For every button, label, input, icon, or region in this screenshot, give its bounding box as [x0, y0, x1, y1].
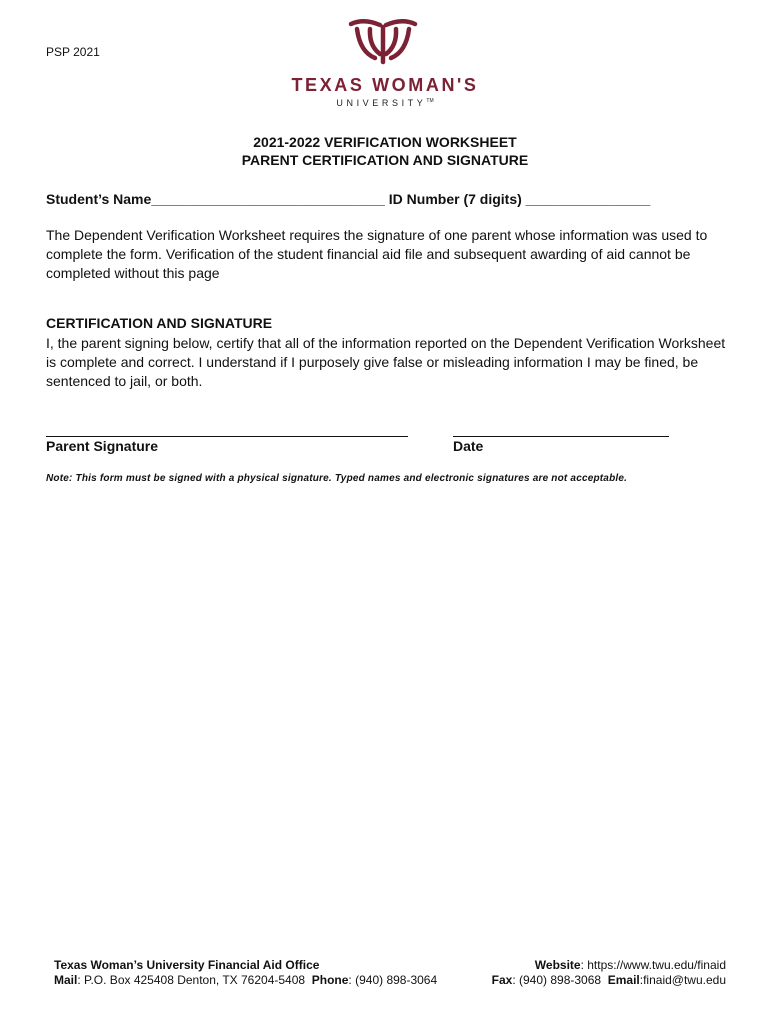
- certification-paragraph: I, the parent signing below, certify that all of the information reported on the Dependent Verification Worksheet is complete and correct. I understand if I purposely give false or misleading information I may be fined, be sentenced to jail, or both.: [46, 335, 726, 389]
- form-code: PSP 2021: [46, 45, 100, 59]
- university-subtitle: UNIVERSITY™: [336, 98, 434, 108]
- website-link[interactable]: https://www.twu.edu/finaid: [587, 958, 726, 972]
- footer-office: Texas Woman’s University Financial Aid Office: [54, 958, 320, 972]
- university-name: TEXAS WOMAN'S: [291, 75, 479, 95]
- worksheet-subtitle: PARENT CERTIFICATION AND SIGNATURE: [241, 152, 529, 168]
- footer-website: Website: https://www.twu.edu/finaid: [534, 958, 726, 972]
- intro-paragraph: The Dependent Verification Worksheet requires the signature of one parent whose information was used to complete the form. Verification of the student financial aid file and subsequent awarding of aid cannot be completed without this page: [46, 227, 708, 281]
- student-name-field[interactable]: ______________________________: [151, 191, 385, 207]
- parent-signature-line[interactable]: [46, 436, 408, 437]
- id-number-field[interactable]: ________________: [525, 191, 651, 207]
- id-number-label: ID Number (7 digits): [388, 191, 522, 207]
- parent-signature-label: Parent Signature: [46, 438, 159, 454]
- date-line[interactable]: [453, 436, 669, 437]
- certification-heading: CERTIFICATION AND SIGNATURE: [46, 315, 273, 331]
- twu-flame-logo-icon: [346, 16, 420, 66]
- date-label: Date: [453, 438, 484, 454]
- footer-mail-phone: Mail: P.O. Box 425408 Denton, TX 76204-5408 Phone: (940) 898-3064: [54, 973, 438, 987]
- student-name-label: Student’s Name: [46, 191, 152, 207]
- signature-note: Note: This form must be signed with a physical signature. Typed names and electronic signatures are not acceptable.: [46, 473, 628, 484]
- student-fields-row: [46, 191, 650, 207]
- worksheet-title: 2021-2022 VERIFICATION WORKSHEET: [253, 134, 517, 150]
- email-link[interactable]: finaid@twu.edu: [643, 973, 726, 987]
- footer-fax-email: Fax: (940) 898-3068 Email:finaid@twu.edu: [491, 973, 726, 987]
